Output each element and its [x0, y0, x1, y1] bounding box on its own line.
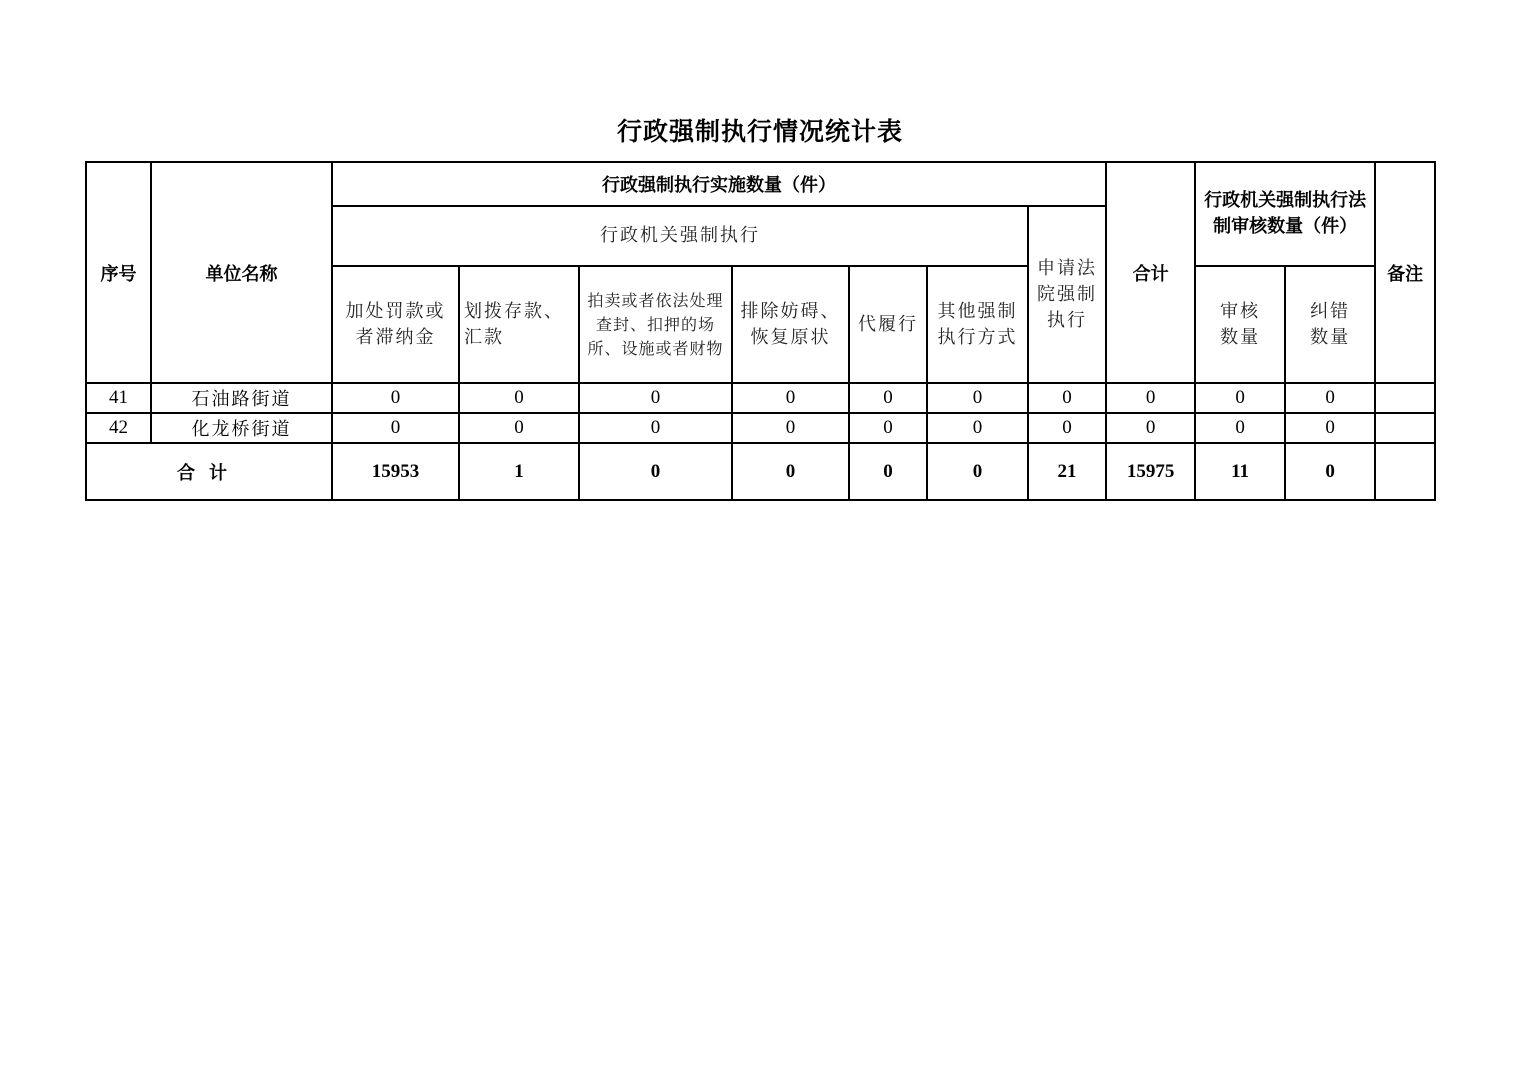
- row-total: 0: [1106, 413, 1195, 443]
- row-auction: 0: [579, 413, 732, 443]
- header-remove: 排除妨碍、恢复原状: [732, 266, 849, 383]
- row-remove: 0: [732, 413, 849, 443]
- row-remark: [1375, 413, 1435, 443]
- header-review: 审核数量: [1195, 266, 1285, 383]
- row-seq: 42: [86, 413, 151, 443]
- header-proxy: 代履行: [849, 266, 927, 383]
- header-remark: 备注: [1375, 162, 1435, 383]
- row-review: 0: [1195, 413, 1285, 443]
- row-unit-name: 化龙桥街道: [151, 413, 332, 443]
- header-total: 合计: [1106, 162, 1195, 383]
- row-other: 0: [927, 413, 1028, 443]
- total-correct: 0: [1285, 443, 1375, 500]
- row-court: 0: [1028, 383, 1106, 413]
- table-row: [86, 413, 1435, 443]
- total-review: 11: [1195, 443, 1285, 500]
- header-other: 其他强制执行方式: [927, 266, 1028, 383]
- row-seq: 41: [86, 383, 151, 413]
- header-admin-exec: 行政机关强制执行: [332, 206, 1028, 266]
- header-fine: 加处罚款或者滞纳金: [332, 266, 459, 383]
- table-row: [86, 383, 1435, 413]
- header-row-1: [86, 162, 1435, 206]
- total-row: [86, 443, 1435, 500]
- row-court: 0: [1028, 413, 1106, 443]
- row-fine: 0: [332, 383, 459, 413]
- header-seq: 序号: [86, 162, 151, 383]
- row-correct: 0: [1285, 383, 1375, 413]
- total-total: 15975: [1106, 443, 1195, 500]
- total-remove: 0: [732, 443, 849, 500]
- header-auction: 拍卖或者依法处理查封、扣押的场所、设施或者财物: [579, 266, 732, 383]
- total-fine: 15953: [332, 443, 459, 500]
- row-total: 0: [1106, 383, 1195, 413]
- header-transfer: 划拨存款、汇款: [459, 266, 579, 383]
- total-label: 合计: [86, 443, 332, 500]
- row-correct: 0: [1285, 413, 1375, 443]
- header-review-count: 行政机关强制执行法制审核数量（件）: [1195, 162, 1375, 266]
- row-other: 0: [927, 383, 1028, 413]
- statistics-table: [85, 161, 1436, 501]
- row-fine: 0: [332, 413, 459, 443]
- header-unit-name: 单位名称: [151, 162, 332, 383]
- row-unit-name: 石油路街道: [151, 383, 332, 413]
- page-title: 行政强制执行情况统计表: [616, 117, 903, 146]
- row-review: 0: [1195, 383, 1285, 413]
- row-proxy: 0: [849, 413, 927, 443]
- total-proxy: 0: [849, 443, 927, 500]
- row-proxy: 0: [849, 383, 927, 413]
- total-other: 0: [927, 443, 1028, 500]
- total-remark: [1375, 443, 1435, 500]
- row-auction: 0: [579, 383, 732, 413]
- header-impl-count: 行政强制执行实施数量（件）: [332, 162, 1106, 206]
- row-remove: 0: [732, 383, 849, 413]
- row-remark: [1375, 383, 1435, 413]
- header-correct: 纠错数量: [1285, 266, 1375, 383]
- total-court: 21: [1028, 443, 1106, 500]
- row-transfer: 0: [459, 383, 579, 413]
- header-court-exec: 申请法院强制执行: [1028, 206, 1106, 383]
- total-transfer: 1: [459, 443, 579, 500]
- row-transfer: 0: [459, 413, 579, 443]
- total-auction: 0: [579, 443, 732, 500]
